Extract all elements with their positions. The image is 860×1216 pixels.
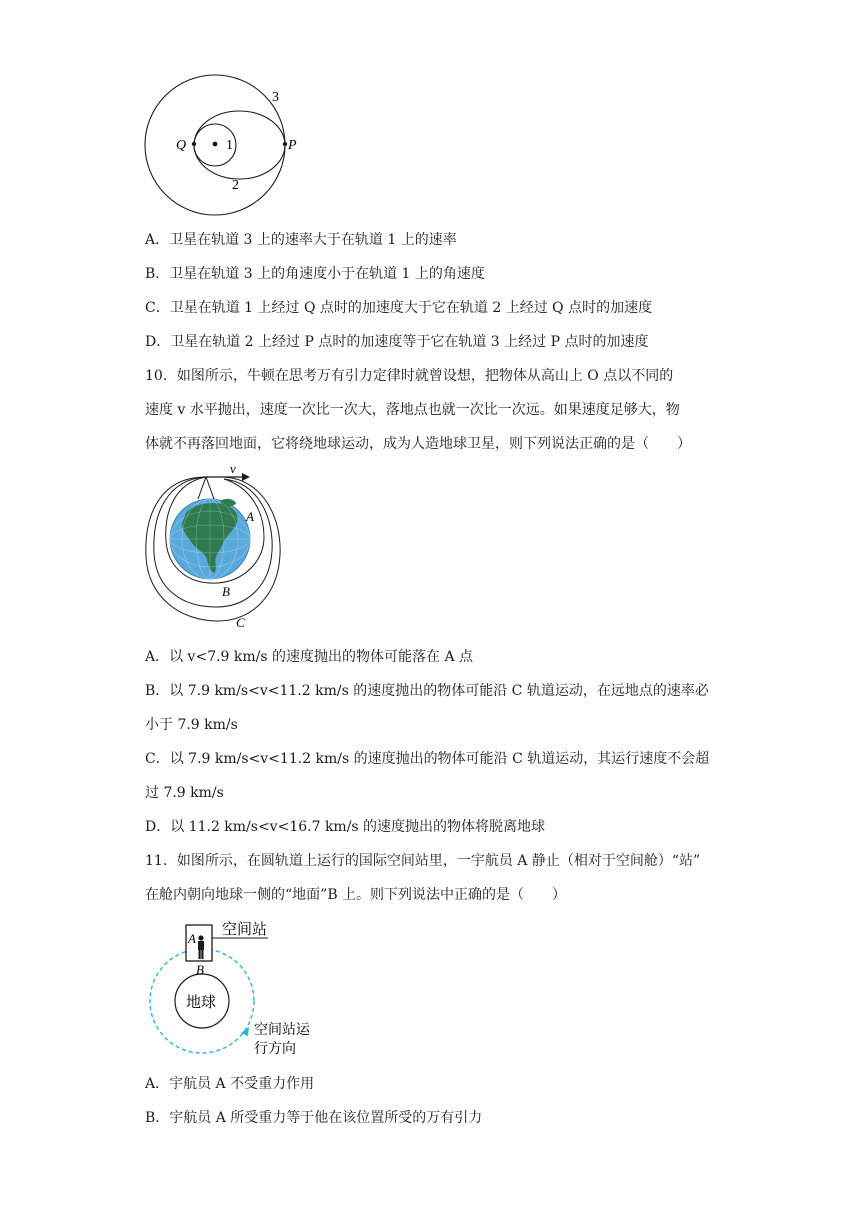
label-direction-1: 空间站运 xyxy=(254,1023,310,1038)
label-b: B xyxy=(196,962,204,977)
earth-center-dot xyxy=(213,142,218,147)
point-q-dot xyxy=(192,142,196,146)
q9-option-d: D．卫星在轨道 2 上经过 P 点时的加速度等于它在轨道 3 上经过 P 点时的加速度 xyxy=(145,334,649,350)
point-p-dot xyxy=(283,142,287,146)
q11-option-a: A．宇航员 A 不受重力作用 xyxy=(145,1076,315,1092)
q11-stem-line-2: 在舱内朝向地球一侧的“地面”B 上。则下列说法中正确的是（ ） xyxy=(145,887,567,903)
label-1: 1 xyxy=(226,138,233,153)
label-q: Q xyxy=(176,138,187,153)
q9-option-b: B．卫星在轨道 3 上的角速度小于在轨道 1 上的角速度 xyxy=(145,266,485,282)
label-b: B xyxy=(222,584,230,599)
q10-stem-line-3: 体就不再落回地面，它将绕地球运动，成为人造地球卫星，则下列说法正确的是（ ） xyxy=(145,436,691,452)
label-p: P xyxy=(288,138,297,153)
label-station: 空间站 xyxy=(222,922,268,938)
label-earth: 地球 xyxy=(186,995,217,1011)
q10-option-b-cont: 小于 7.9 km/s xyxy=(145,717,238,733)
space-station-diagram xyxy=(140,915,340,1060)
label-2: 2 xyxy=(232,178,239,193)
orbit-2-ellipse xyxy=(194,111,285,179)
q10-stem-line-1: 10．如图所示，牛顿在思考万有引力定律时就曾设想，把物体从高山上 O 点以不同的 xyxy=(145,368,674,384)
q9-option-c: C．卫星在轨道 1 上经过 Q 点时的加速度大于它在轨道 2 上经过 Q 点时的加速度 xyxy=(145,300,653,316)
q10-option-c: C．以 7.9 km/s<v<11.2 km/s 的速度抛出的物体可能沿 C 轨道运动，其运行速度不会超 xyxy=(145,751,710,767)
q9-option-a: A．卫星在轨道 3 上的速率大于在轨道 1 上的速率 xyxy=(145,232,457,248)
q11-option-b: B．宇航员 A 所受重力等于他在该位置所受的万有引力 xyxy=(145,1110,483,1126)
label-a: A xyxy=(246,509,254,524)
q11-stem-line-1: 11．如图所示，在圆轨道上运行的国际空间站里，一宇航员 A 静止（相对于空间舱）“站” xyxy=(145,853,701,869)
label-direction-2: 行方向 xyxy=(254,1042,296,1057)
q10-option-d: D．以 11.2 km/s<v<16.7 km/s 的速度抛出的物体将脱离地球 xyxy=(145,819,546,835)
label-v: v xyxy=(230,465,236,476)
label-a: A xyxy=(188,931,196,946)
label-c: C xyxy=(236,615,245,630)
q10-option-c-cont: 过 7.9 km/s xyxy=(145,785,224,801)
q10-option-a: A．以 v<7.9 km/s 的速度抛出的物体可能落在 A 点 xyxy=(145,649,474,665)
newton-cannon-diagram xyxy=(140,465,290,635)
label-3: 3 xyxy=(272,90,279,105)
q10-option-b: B．以 7.9 km/s<v<11.2 km/s 的速度抛出的物体可能沿 C 轨道运动，在远地点的速率必 xyxy=(145,683,709,699)
mountain xyxy=(198,477,214,499)
q10-stem-line-2: 速度 v 水平抛出，速度一次比一次大，落地点也就一次比一次远。如果速度足够大，物 xyxy=(145,402,680,418)
velocity-arrowhead xyxy=(242,473,250,481)
orbit-diagram xyxy=(140,70,310,230)
